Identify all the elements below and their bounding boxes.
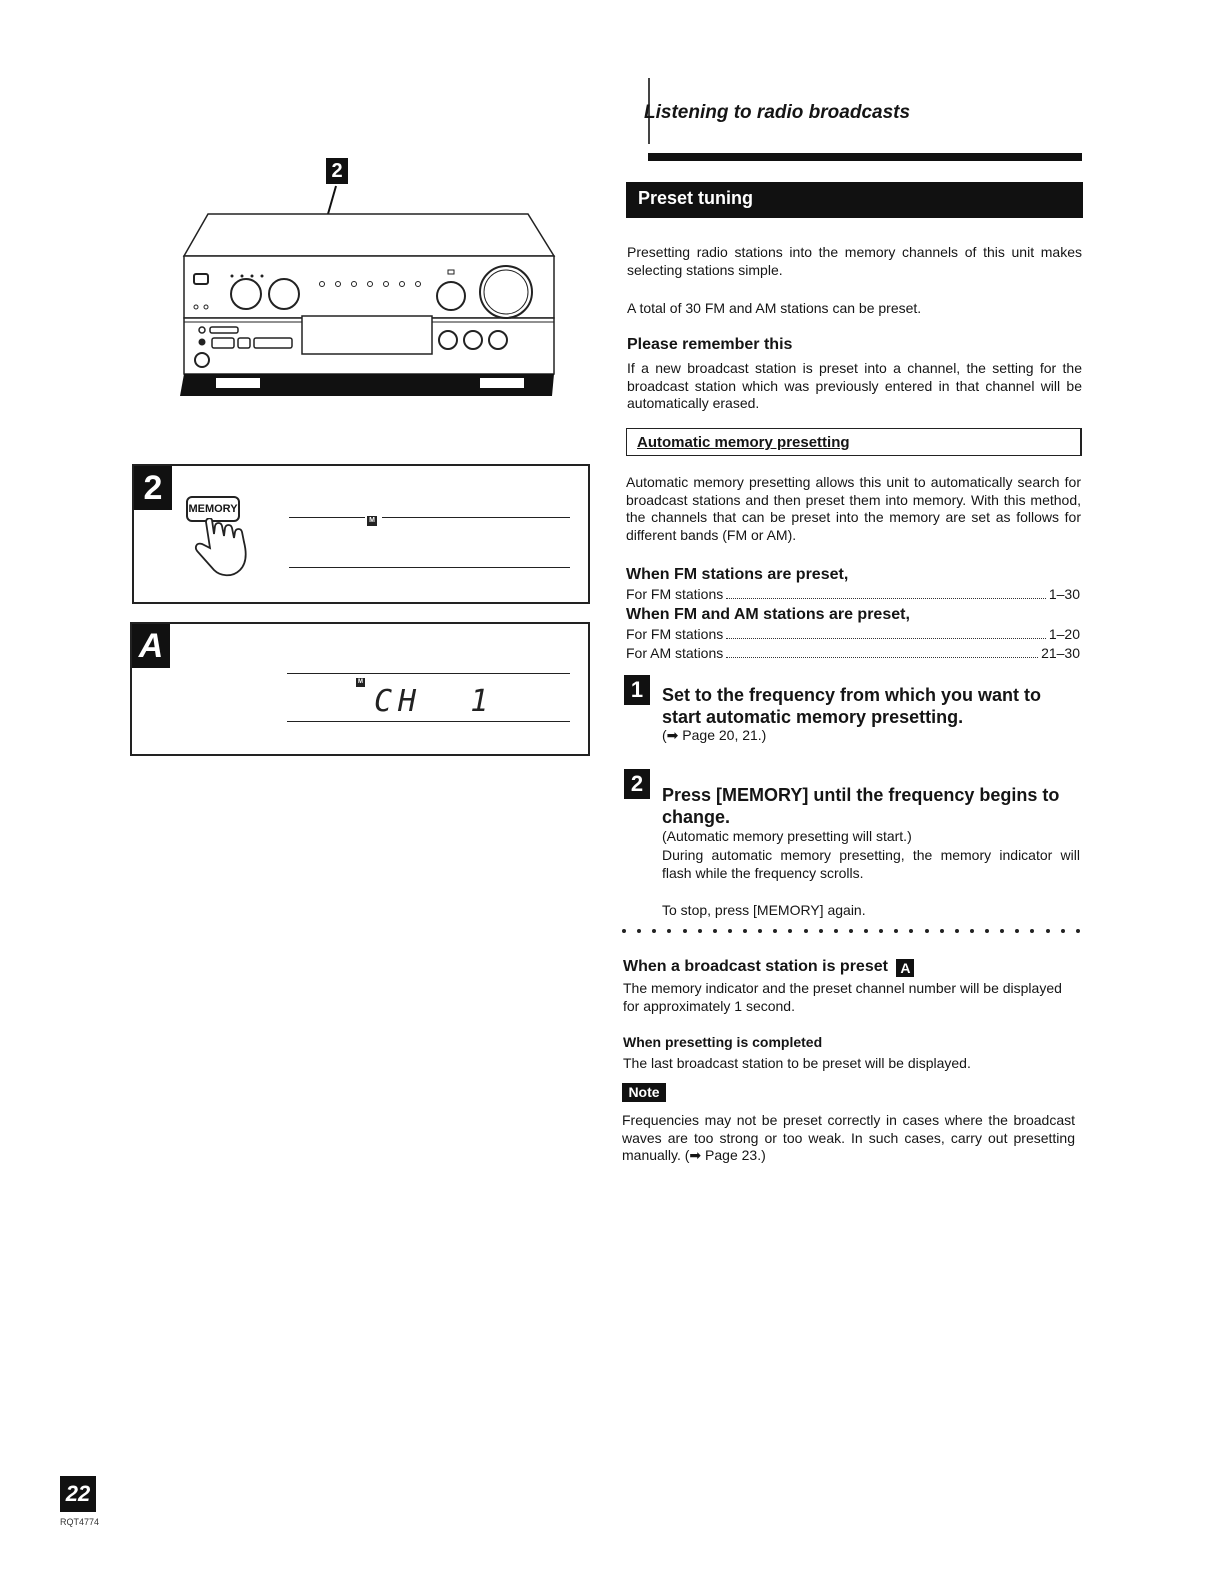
step-2-icon: 2	[624, 769, 650, 799]
memory-indicator-icon: M	[358, 679, 363, 685]
step-2-heading: Press [MEMORY] until the frequency begins to change.	[662, 785, 1060, 827]
step-1-heading: Set to the frequency from which you want to start automatic memory presetting.	[662, 685, 1042, 727]
fm-am-range-list	[626, 625, 1080, 663]
auto-preset-subheading-box	[626, 428, 1082, 456]
auto-preset-subheading: Automatic memory presetting	[637, 434, 850, 451]
remember-text: If a new broadcast station is preset into a channel, the setting for the broadcast station which was previously entered in that channel will be automatically erased.	[627, 360, 1082, 411]
callout-step-2: 2	[326, 158, 348, 184]
receiver-front-panel-illustration	[176, 180, 560, 402]
note-text: Frequencies may not be preset correctly in cases where the broadcast waves are too strong or too weak. In such cases, carry out presetting manually. (➡ Page 23.)	[622, 1112, 1075, 1163]
memory-indicator-icon: M	[367, 516, 377, 526]
preset-done-text: The memory indicator and the preset channel number will be displayed for approximately 1 second.	[623, 980, 1062, 1014]
range-row: For AM stations 21–30	[626, 645, 1080, 661]
step-1-page-ref: (➡ Page 20, 21.)	[662, 727, 767, 743]
fm-range-list	[626, 585, 1080, 604]
pressing-hand-icon	[192, 518, 252, 580]
intro-paragraph-1: Presetting radio stations into the memory channels of this unit makes selecting stations simple.	[627, 244, 1082, 278]
figure-ref-a: A	[896, 959, 914, 977]
page-number-badge: 22	[60, 1476, 96, 1512]
range-row: For FM stations 1–20	[626, 626, 1080, 642]
display-rule	[287, 673, 570, 674]
step-1-icon: 1	[624, 675, 650, 705]
dotted-separator	[622, 929, 1080, 939]
display-rule	[382, 517, 570, 518]
range-row: For FM stations 1–30	[626, 586, 1080, 602]
fm-am-preset-heading: When FM and AM stations are preset,	[626, 606, 910, 623]
auto-preset-description: Automatic memory presetting allows this unit to automatically search for broadcast stations and then preset them into memory. With this method, the channels that can be preset into the memory are set as follows for different bands (FM or AM).	[626, 474, 1081, 543]
page-header-title: Listening to radio broadcasts	[644, 102, 911, 123]
step-2-line-1: (Automatic memory presetting will start.)	[662, 828, 912, 844]
document-code: RQT4774	[60, 1517, 100, 1527]
display-rule	[287, 721, 570, 722]
section-title-bar	[626, 182, 1083, 218]
display-rule	[289, 517, 365, 518]
channel-display-readout: CH 1	[374, 684, 495, 719]
display-rule	[289, 567, 570, 568]
intro-paragraph-2: A total of 30 FM and AM stations can be preset.	[627, 300, 922, 316]
memory-button[interactable]: MEMORY	[186, 496, 240, 522]
fm-preset-heading: When FM stations are preset,	[626, 566, 849, 583]
panel-step-2-label: 2	[134, 466, 172, 510]
completed-text: The last broadcast station to be preset will be displayed.	[623, 1055, 971, 1071]
panel-a-label: A	[132, 624, 170, 668]
step-2-line-2: During automatic memory presetting, the memory indicator will flash while the frequency scrolls.	[662, 847, 1080, 881]
note-badge: Note	[622, 1083, 666, 1102]
section-title: Preset tuning	[638, 188, 754, 208]
completed-heading: When presetting is completed	[623, 1034, 823, 1050]
header-rule	[648, 153, 1082, 161]
remember-heading: Please remember this	[627, 336, 793, 353]
preset-done-heading: When a broadcast station is preset A	[623, 958, 914, 977]
preset-display-panel	[130, 622, 590, 756]
step-2-stop: To stop, press [MEMORY] again.	[662, 902, 866, 918]
